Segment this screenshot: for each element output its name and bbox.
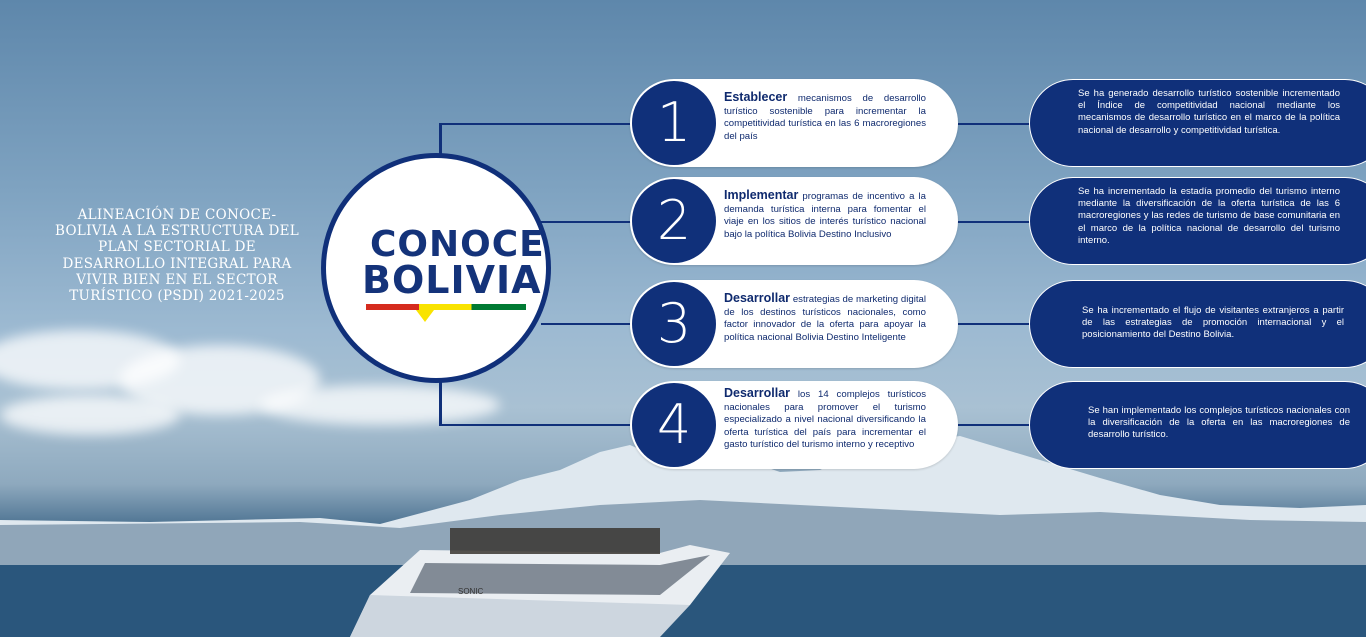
objective-number: 3 (632, 282, 716, 366)
result-3 (1029, 280, 1366, 368)
connector-trunk-bottom (439, 378, 442, 425)
objective-verb: Establecer (724, 90, 788, 104)
connector-h1 (439, 123, 633, 125)
objective-number: 1 (632, 81, 716, 165)
connector-h4 (439, 424, 633, 426)
boat-label: SONIC (458, 587, 484, 596)
objective-desc: mecanismos de desarrollo turístico sostenible para incrementar la competitividad turística en las 6 macroregiones del país (724, 93, 926, 142)
connector-r2 (956, 221, 1032, 223)
objective-desc: estrategias de marketing digital de los destinos turísticos nacionales, como factor innovador de la oferta para apoyar la política nacional Bolivia Destino Inteligente (724, 294, 926, 343)
result-2 (1029, 177, 1366, 265)
flag-stripe (366, 304, 526, 310)
objective-verb: Implementar (724, 188, 799, 202)
objective-4 (630, 381, 958, 469)
logo-word-bolivia: BOLIVIA (362, 258, 542, 302)
result-4 (1029, 381, 1366, 469)
map-pin-icon (416, 310, 434, 322)
connector-r3 (956, 323, 1032, 325)
connector-h2 (541, 221, 633, 223)
connector-r4 (956, 424, 1032, 426)
connector-r1 (956, 123, 1032, 125)
result-text: Se han implementado los complejos turísticos nacionales con la diversificación de la oferta en las macroregiones de desarrollo turístico. (1088, 405, 1350, 441)
conoce-bolivia-logo (321, 153, 551, 383)
objective-1 (630, 79, 958, 167)
objective-text (724, 387, 926, 452)
objective-3 (630, 280, 958, 368)
objective-text (724, 91, 926, 143)
result-1 (1029, 79, 1366, 167)
objective-desc: programas de incentivo a la demanda turística interna para fomentar el viaje en los sitios de interés turístico nacional bajo la política Bolivia Destino Inclusivo (724, 191, 926, 240)
result-text: Se ha incrementado la estadía promedio del turismo interno mediante la diversificación de la oferta turística de las 6 macroregiones y las redes de turismo de base comunitaria en el marco de la política nacional de desarrollo del turismo interno. (1078, 186, 1340, 246)
result-text: Se ha generado desarrollo turístico sostenible incrementado el Índice de competitividad nacional mediante los mecanismos de desarrollo turístico en el marco de la política nacional de desarrollo y competitividad turística. (1078, 88, 1340, 136)
page-title: ALINEACIÓN DE CONOCE-BOLIVIA A LA ESTRUCTURA DEL PLAN SECTORIAL DE DESARROLLO INTEGRAL PARA VIVIR BIEN EN EL SECTOR TURÍSTICO (PSDI) 2021-2025 (54, 207, 299, 305)
result-text: Se ha incrementado el flujo de visitantes extranjeros a partir de las estrategias de promoción internacional y el posicionamiento del Destino Bolivia. (1082, 305, 1344, 341)
logo-word-conoce: CONOCE (370, 224, 545, 265)
objective-verb: Desarrollar (724, 291, 791, 305)
objective-verb: Desarrollar (724, 386, 791, 400)
boat (330, 525, 790, 637)
objective-text (724, 292, 926, 344)
objective-number: 4 (632, 383, 716, 467)
objective-2 (630, 177, 958, 265)
objective-text (724, 189, 926, 241)
objective-number: 2 (632, 179, 716, 263)
connector-h3 (541, 323, 633, 325)
objective-desc: los 14 complejos turísticos nacionales para promover el turismo especializado a nivel nacional diversificando la oferta turística del país para incrementar el gasto turístico del turismo interno y receptivo (724, 389, 926, 450)
